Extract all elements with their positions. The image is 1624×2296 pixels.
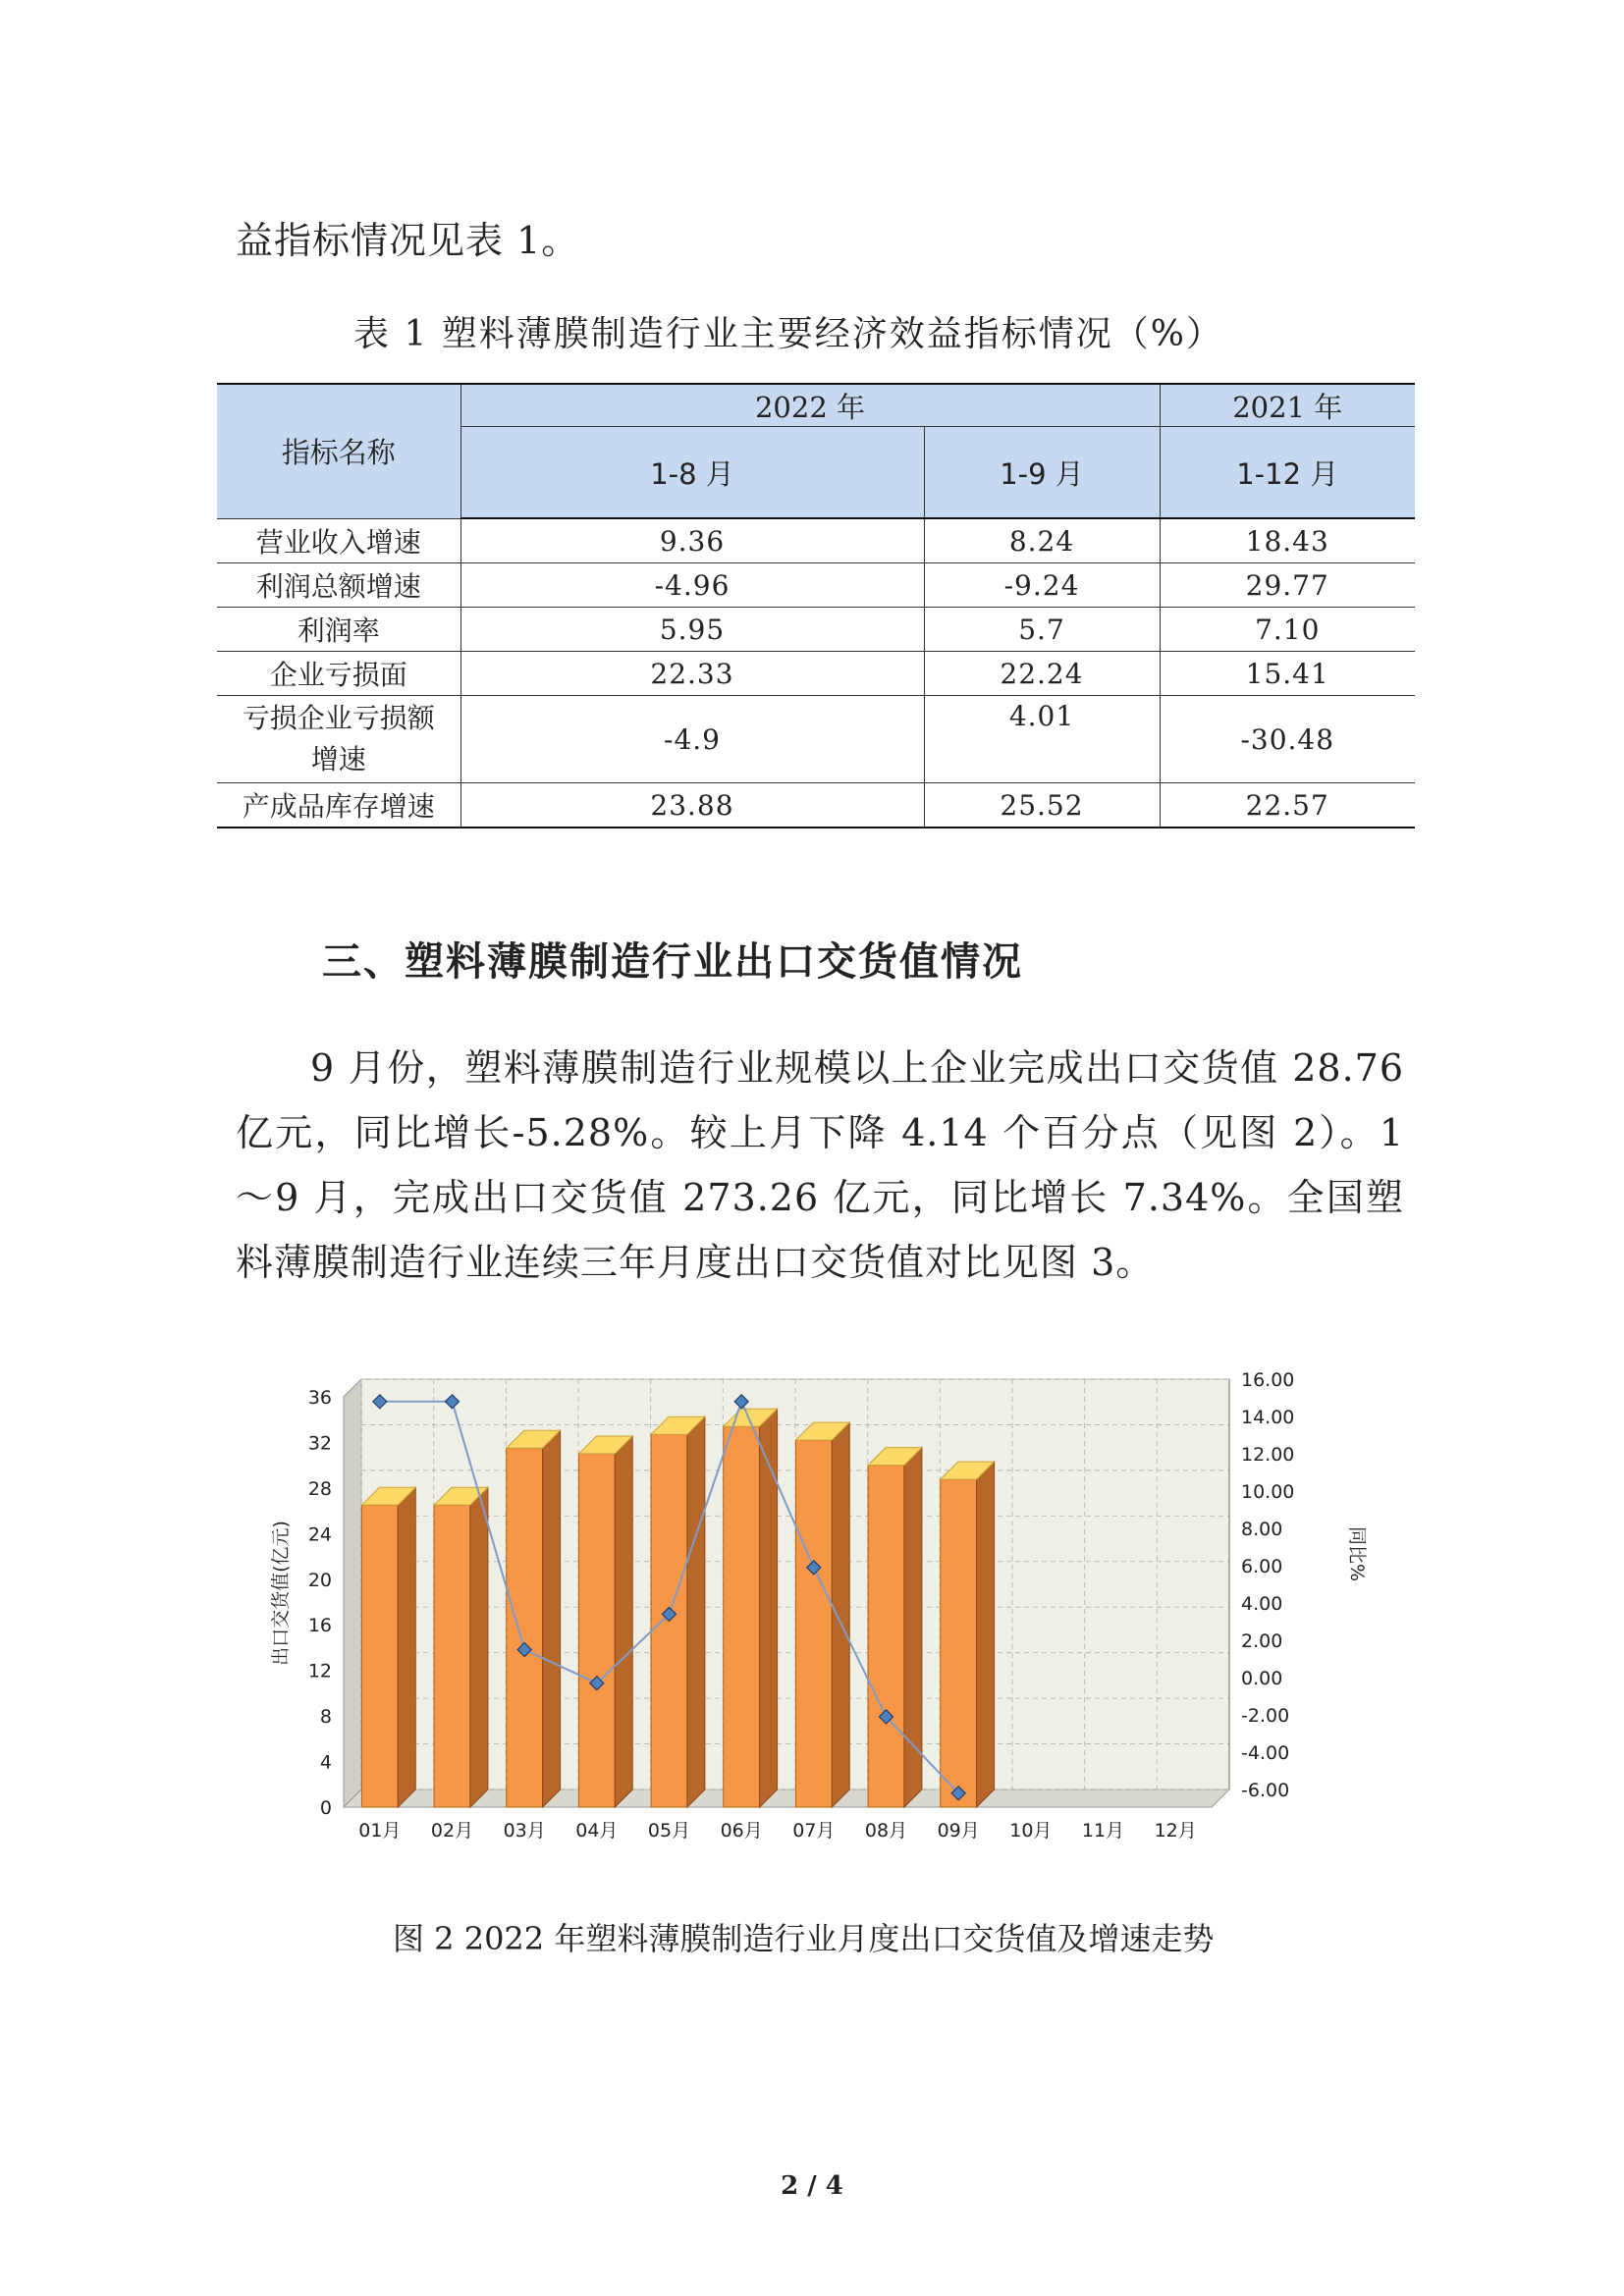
y2-tick-label: -6.00 [1241, 1780, 1290, 1801]
header-indicator-name: 指标名称 [217, 384, 460, 518]
cell-value: 25.52 [924, 783, 1160, 828]
bar [795, 1440, 832, 1807]
row-name-line1: 亏损企业亏损额 [242, 702, 435, 734]
cell-value: -4.96 [460, 563, 924, 608]
cell-value: 18.43 [1160, 518, 1415, 563]
y2-tick-label: 2.00 [1241, 1630, 1283, 1652]
y2-tick-label: 4.00 [1241, 1593, 1283, 1615]
y-tick-label: 8 [319, 1706, 332, 1729]
bar [434, 1505, 470, 1807]
cell-value: 22.33 [460, 652, 924, 696]
bar [507, 1448, 543, 1807]
table-row [217, 563, 1415, 608]
table-row [217, 652, 1415, 696]
bar [578, 1454, 615, 1807]
bar-side [543, 1430, 561, 1807]
y-tick-label: 28 [307, 1477, 332, 1500]
x-tick-label: 12月 [1154, 1820, 1197, 1842]
bar-side [977, 1462, 995, 1807]
y-tick-label: 12 [307, 1660, 332, 1682]
row-name: 营业收入增速 [217, 518, 460, 563]
plot-left-wall [344, 1379, 361, 1807]
indicator-table [217, 383, 1415, 828]
y2-tick-label: 12.00 [1241, 1444, 1295, 1466]
x-tick-label: 02月 [430, 1820, 474, 1842]
bar-side [398, 1487, 415, 1807]
cell-value: 8.24 [924, 518, 1160, 563]
row-name-line2: 增速 [310, 743, 366, 775]
row-name: 利润率 [217, 608, 460, 652]
cell-value: 9.36 [460, 518, 924, 563]
y-tick-label: 24 [307, 1523, 332, 1546]
x-tick-label: 04月 [575, 1820, 619, 1842]
y-axis-label: 出口交货值(亿元) [270, 1521, 292, 1666]
y-tick-label: 16 [307, 1615, 332, 1637]
x-tick-label: 05月 [647, 1820, 691, 1842]
bar-side [904, 1448, 922, 1807]
cell-value: -9.24 [924, 563, 1160, 608]
cell-value: 4.01 [924, 696, 1160, 783]
table-caption: 表 1 塑料薄膜制造行业主要经济效益指标情况（%） [353, 314, 1223, 354]
bar [724, 1426, 760, 1807]
y2-tick-label: -4.00 [1241, 1742, 1290, 1764]
cell-value: 23.88 [460, 783, 924, 828]
y-tick-label: 4 [319, 1751, 332, 1774]
cell-value: 15.41 [1160, 652, 1415, 696]
cell-value: 22.57 [1160, 783, 1415, 828]
row-name: 企业亏损面 [217, 652, 460, 696]
x-tick-label: 08月 [864, 1820, 908, 1842]
header-period-1-12: 1-12 月 [1160, 427, 1415, 519]
x-tick-label: 10月 [1009, 1820, 1053, 1842]
bar-side [760, 1409, 778, 1807]
table-row [217, 518, 1415, 563]
bar [868, 1466, 904, 1807]
y2-tick-label: 10.00 [1241, 1481, 1295, 1503]
header-period-1-9: 1-9 月 [924, 427, 1160, 519]
y2-tick-label: -2.00 [1241, 1705, 1290, 1727]
y2-tick-label: 8.00 [1241, 1519, 1283, 1540]
x-tick-label: 06月 [720, 1820, 763, 1842]
cell-value: 22.24 [924, 652, 1160, 696]
x-tick-label: 11月 [1081, 1820, 1125, 1842]
bar-side [470, 1487, 488, 1807]
export-paragraph: 9 月份，塑料薄膜制造行业规模以上企业完成出口交货值 28.76 亿元，同比增长-5.28%。较上月下降 4.14 个百分点（见图 2）。1～9 月，完成出口交货值 273.26 亿元，同比增长 7.34%。全国塑料薄膜制造行业连续三年月度出口交货值对比见图 3。 [236, 1046, 1404, 1284]
header-period-1-8: 1-8 月 [460, 427, 924, 519]
y2-axis-label: 同比% [1346, 1525, 1368, 1582]
table-row [217, 696, 1415, 783]
intro-text: 益指标情况见表 1。 [236, 219, 580, 262]
row-name: 利润总额增速 [217, 563, 460, 608]
y-tick-label: 0 [319, 1797, 332, 1819]
y-tick-label: 36 [307, 1387, 332, 1409]
y2-tick-label: 16.00 [1241, 1369, 1295, 1391]
header-year-2022: 2022 年 [460, 384, 1160, 427]
y-tick-label: 20 [307, 1569, 332, 1591]
page-number: 2 / 4 [781, 2171, 843, 2201]
cell-value: 29.77 [1160, 563, 1415, 608]
bar-side [615, 1436, 632, 1807]
bar-side [687, 1416, 705, 1807]
bar [361, 1505, 398, 1807]
table-row [217, 608, 1415, 652]
header-year-2021: 2021 年 [1160, 384, 1415, 427]
y2-tick-label: 0.00 [1241, 1668, 1283, 1689]
x-tick-label: 03月 [503, 1820, 546, 1842]
figure-caption: 图 2 2022 年塑料薄膜制造行业月度出口交货值及增速走势 [393, 1920, 1215, 1957]
y2-tick-label: 14.00 [1241, 1407, 1295, 1428]
cell-value: 5.7 [924, 608, 1160, 652]
cell-value: -4.9 [460, 696, 924, 783]
cell-value: 7.10 [1160, 608, 1415, 652]
x-tick-label: 07月 [792, 1820, 836, 1842]
x-tick-label: 09月 [937, 1820, 980, 1842]
x-tick-label: 01月 [358, 1820, 402, 1842]
row-name: 产成品库存增速 [217, 783, 460, 828]
table-row [217, 783, 1415, 828]
bar-side [832, 1422, 849, 1807]
cell-value: 5.95 [460, 608, 924, 652]
section-heading: 三、塑料薄膜制造行业出口交货值情况 [322, 939, 1023, 985]
y2-tick-label: 6.00 [1241, 1556, 1283, 1577]
export-chart [265, 1369, 1375, 1899]
y-tick-label: 32 [307, 1432, 332, 1455]
cell-value: -30.48 [1160, 696, 1415, 783]
bar [941, 1479, 977, 1807]
